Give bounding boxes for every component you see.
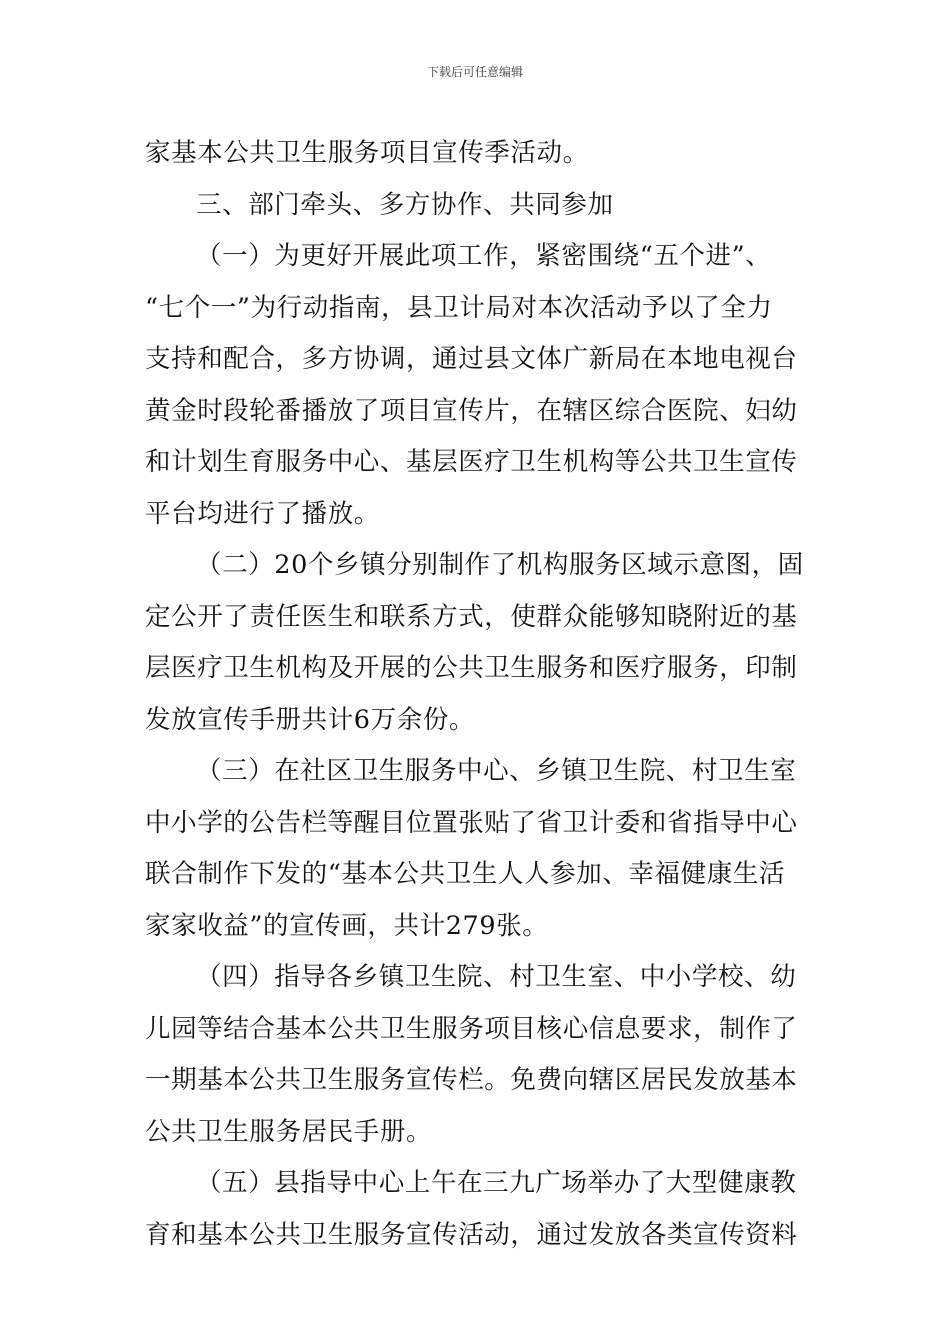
paragraph-1-line: 和计划生育服务中心、基层医疗卫生机构等公共卫生宣传 (145, 447, 798, 477)
section-heading: 三、部门牵头、多方协作、共同参加 (196, 189, 614, 220)
paragraph-1-line: 黄金时段轮番播放了项目宣传片，在辖区综合医院、妇幼 (145, 395, 798, 426)
header-note: 下载后可任意编辑 (426, 65, 523, 79)
paragraph-3-line: 家家收益”的宣传画，共计279张。 (145, 910, 549, 941)
paragraph-4-line: 一期基本公共卫生服务宣传栏。免费向辖区居民发放基本 (145, 1065, 798, 1095)
paragraph-1-line: 平台均进行了播放。 (145, 498, 380, 529)
paragraph-1-line: 支持和配合，多方协调，通过县文体广新局在本地电视台 (145, 344, 798, 374)
document-body (145, 128, 810, 1261)
paragraph-4-line: 公共卫生服务居民手册。 (145, 1116, 433, 1147)
paragraph-3-line: 中小学的公告栏等醒目位置张贴了省卫计委和省指导中心 (145, 807, 798, 838)
paragraph-2-line: 定公开了责任医生和联系方式，使群众能够知晓附近的基 (145, 601, 798, 632)
paragraph-2-line: 层医疗卫生机构及开展的公共卫生服务和医疗服务，印制 (145, 653, 798, 683)
paragraph-4-line: （四）指导各乡镇卫生院、村卫生室、中小学校、幼 (196, 962, 797, 992)
paragraph-2-line: （二）20个乡镇分别制作了机构服务区域示意图，固 (196, 550, 804, 580)
paragraph-4-line: 儿园等结合基本公共卫生服务项目核心信息要求，制作了 (145, 1013, 798, 1044)
paragraph-5-line: 育和基本公共卫生服务宣传活动，通过发放各类宣传资料 (145, 1219, 798, 1250)
paragraph-3-line: 联合制作下发的“基本公共卫生人人参加、幸福健康生活 (145, 859, 786, 889)
text-line: 家基本公共卫生服务项目宣传季活动。 (145, 138, 589, 168)
paragraph-2-line: 发放宣传手册共计6万余份。 (145, 704, 476, 735)
paragraph-3-line: （三）在社区卫生服务中心、乡镇卫生院、村卫生室 (196, 756, 797, 786)
paragraph-5-line: （五）县指导中心上午在三九广场举办了大型健康教 (196, 1168, 797, 1198)
paragraph-1-line: “七个一”为行动指南，县卫计局对本次活动予以了全力 (145, 292, 773, 323)
paragraph-1-line: （一）为更好开展此项工作，紧密围绕“五个进”、 (196, 241, 772, 271)
